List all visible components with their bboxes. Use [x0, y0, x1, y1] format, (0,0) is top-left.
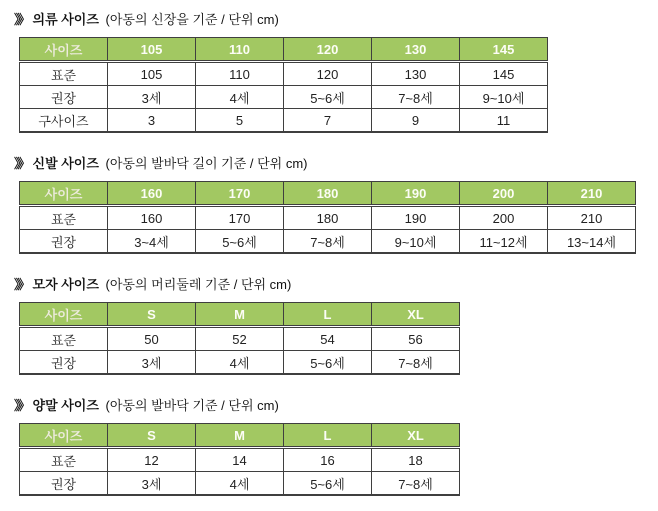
data-cell: 130: [372, 62, 460, 86]
data-cell: 11: [460, 109, 548, 133]
data-cell: 14: [196, 448, 284, 472]
data-cell: 5: [196, 109, 284, 133]
row-label: 권장: [20, 472, 108, 496]
data-cell: 16: [284, 448, 372, 472]
row-label: 표준: [20, 206, 108, 230]
section-socks: [14, 398, 658, 496]
data-cell: 120: [284, 62, 372, 86]
data-cell: 9~10세: [460, 86, 548, 109]
double-chevron-icon: 》》: [14, 12, 28, 27]
header-cell: 190: [372, 182, 460, 206]
section-title-note: (아동의 신장을 기준 / 단위 cm): [105, 12, 279, 27]
table-header-row: [20, 303, 460, 327]
section-title: [14, 12, 658, 28]
header-cell-size: 사이즈: [20, 303, 108, 327]
section-title: [14, 398, 658, 414]
shoe-size-table: [19, 181, 636, 254]
header-cell: M: [196, 424, 284, 448]
header-cell: 105: [108, 38, 196, 62]
header-cell: XL: [372, 303, 460, 327]
data-cell: 160: [108, 206, 196, 230]
header-cell: S: [108, 303, 196, 327]
data-cell: 3: [108, 109, 196, 133]
table-row: [20, 62, 548, 86]
data-cell: 4세: [196, 86, 284, 109]
data-cell: 5~6세: [284, 472, 372, 496]
section-title-text: 신발 사이즈: [32, 156, 99, 171]
table-row: [20, 109, 548, 133]
table-header-row: [20, 38, 548, 62]
data-cell: 3세: [108, 351, 196, 375]
header-cell: 210: [548, 182, 636, 206]
sock-size-table: [19, 423, 460, 496]
header-cell: 110: [196, 38, 284, 62]
data-cell: 9~10세: [372, 230, 460, 254]
double-chevron-icon: 》》: [14, 277, 28, 292]
data-cell: 54: [284, 327, 372, 351]
data-cell: 145: [460, 62, 548, 86]
row-label: 표준: [20, 327, 108, 351]
data-cell: 105: [108, 62, 196, 86]
section-title-note: (아동의 발바닥 길이 기준 / 단위 cm): [105, 156, 308, 171]
data-cell: 56: [372, 327, 460, 351]
data-cell: 110: [196, 62, 284, 86]
data-cell: 50: [108, 327, 196, 351]
data-cell: 3세: [108, 472, 196, 496]
header-cell: 200: [460, 182, 548, 206]
section-title: [14, 277, 658, 293]
header-cell: 130: [372, 38, 460, 62]
data-cell: 210: [548, 206, 636, 230]
section-title-text: 의류 사이즈: [32, 12, 99, 27]
section-title-text: 모자 사이즈: [32, 277, 99, 292]
data-cell: 52: [196, 327, 284, 351]
section-clothing: [14, 12, 658, 133]
data-cell: 5~6세: [284, 86, 372, 109]
section-hats: [14, 277, 658, 375]
header-cell: L: [284, 424, 372, 448]
data-cell: 200: [460, 206, 548, 230]
header-cell: M: [196, 303, 284, 327]
data-cell: 7~8세: [372, 472, 460, 496]
row-label: 구사이즈: [20, 109, 108, 133]
header-cell: 120: [284, 38, 372, 62]
header-cell: 160: [108, 182, 196, 206]
data-cell: 190: [372, 206, 460, 230]
data-cell: 13~14세: [548, 230, 636, 254]
data-cell: 170: [196, 206, 284, 230]
data-cell: 5~6세: [284, 351, 372, 375]
row-label: 권장: [20, 86, 108, 109]
header-cell: 180: [284, 182, 372, 206]
hat-size-table: [19, 302, 460, 375]
data-cell: 4세: [196, 351, 284, 375]
header-cell: 170: [196, 182, 284, 206]
table-row: [20, 327, 460, 351]
data-cell: 4세: [196, 472, 284, 496]
data-cell: 18: [372, 448, 460, 472]
section-title: [14, 156, 658, 172]
double-chevron-icon: 》》: [14, 398, 28, 413]
section-title-note: (아동의 머리둘레 기준 / 단위 cm): [105, 277, 292, 292]
data-cell: 7~8세: [372, 86, 460, 109]
row-label: 표준: [20, 448, 108, 472]
header-cell: 145: [460, 38, 548, 62]
double-chevron-icon: 》》: [14, 156, 28, 171]
data-cell: 7~8세: [284, 230, 372, 254]
data-cell: 3~4세: [108, 230, 196, 254]
table-row: [20, 206, 636, 230]
header-cell: S: [108, 424, 196, 448]
table-header-row: [20, 424, 460, 448]
data-cell: 12: [108, 448, 196, 472]
data-cell: 3세: [108, 86, 196, 109]
header-cell-size: 사이즈: [20, 424, 108, 448]
table-row: [20, 448, 460, 472]
header-cell-size: 사이즈: [20, 38, 108, 62]
header-cell-size: 사이즈: [20, 182, 108, 206]
data-cell: 180: [284, 206, 372, 230]
row-label: 권장: [20, 351, 108, 375]
row-label: 권장: [20, 230, 108, 254]
data-cell: 7~8세: [372, 351, 460, 375]
header-cell: XL: [372, 424, 460, 448]
data-cell: 5~6세: [196, 230, 284, 254]
section-title-text: 양말 사이즈: [32, 398, 99, 413]
data-cell: 7: [284, 109, 372, 133]
table-header-row: [20, 182, 636, 206]
table-row: [20, 351, 460, 375]
section-title-note: (아동의 발바닥 기준 / 단위 cm): [105, 398, 279, 413]
table-row: [20, 86, 548, 109]
data-cell: 9: [372, 109, 460, 133]
data-cell: 11~12세: [460, 230, 548, 254]
table-row: [20, 472, 460, 496]
clothing-size-table: [19, 37, 548, 133]
table-row: [20, 230, 636, 254]
row-label: 표준: [20, 62, 108, 86]
section-shoes: [14, 156, 658, 254]
header-cell: L: [284, 303, 372, 327]
